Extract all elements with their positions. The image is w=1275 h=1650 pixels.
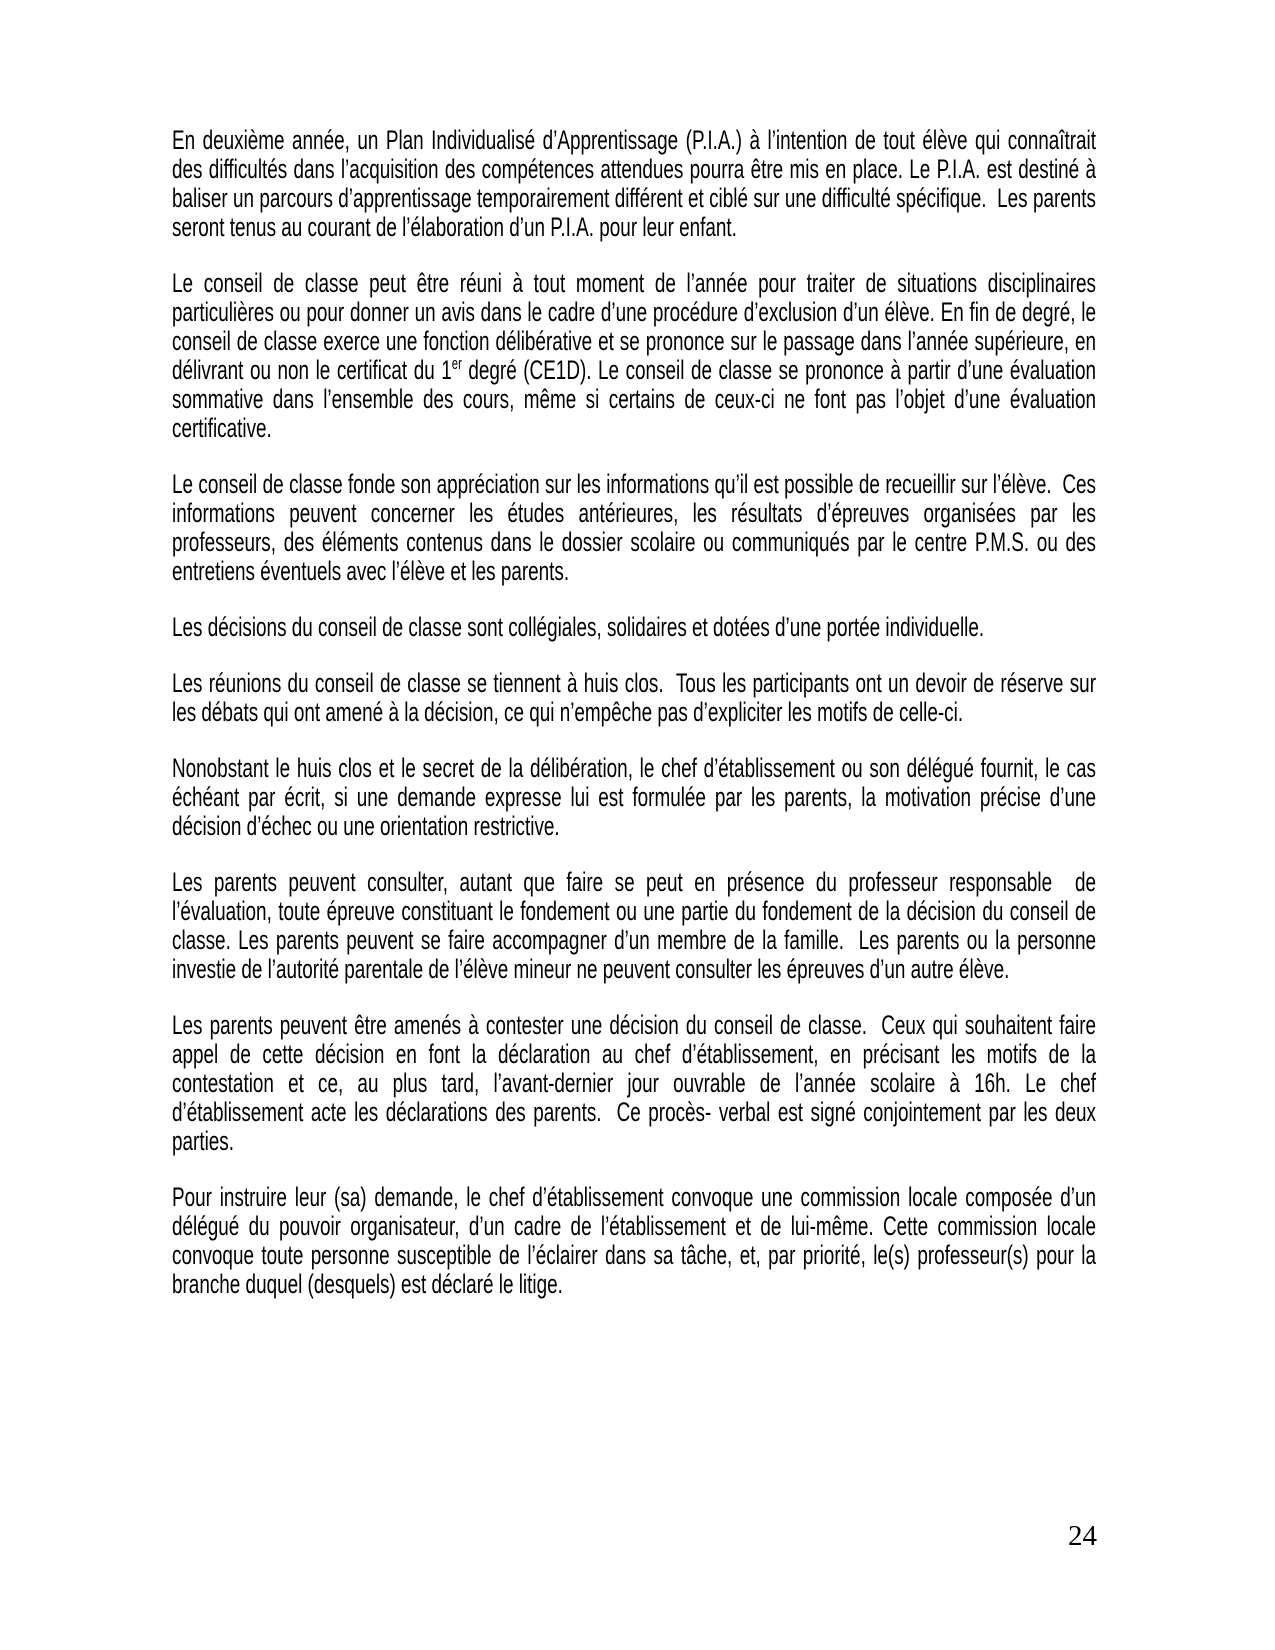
paragraph-conseil-classe-reunion xyxy=(172,269,1096,443)
document-body xyxy=(172,126,1096,1299)
paragraph-decisions-collegiales: Les décisions du conseil de classe sont collégiales, solidaires et dotées d’une portée individuelle. xyxy=(172,612,985,642)
page-number: 24 xyxy=(1068,1520,1097,1552)
paragraph-appreciation: Le conseil de classe fonde son appréciation sur les informations qu’il est possible de recueillir sur l’élève. Ces informations peuvent concerner les études antérieures, les résultats d’épreuves organisées par les professeurs, des éléments contenus dans le dossier scolaire ou communiqués par le centre P.M.S. ou des entretiens éventuels avec l’élève et les parents. xyxy=(172,469,1096,586)
paragraph-contestation: Les parents peuvent être amenés à contester une décision du conseil de classe. Ceux qui souhaitent faire appel de cette décision en font la déclaration au chef d’établissement, en précisant les motifs de la contestation et ce, au plus tard, l’avant-dernier jour ouvrable de l’année scolaire à 16h. Le chef d’établissement acte les déclarations des parents. Ce procès- verbal est signé conjointement par les deux parties. xyxy=(172,1010,1096,1156)
ordinal-superscript: er xyxy=(451,355,462,373)
paragraph-motivation-echec: Nonobstant le huis clos et le secret de la délibération, le chef d’établissement ou son délégué fournit, le cas échéant par écrit, si une demande expresse lui est formulée par les parents, la motivation précise d’une décision d’échec ou une orientation restrictive. xyxy=(172,753,1096,841)
paragraph-segment: Le conseil de classe peut être réuni à tout moment de l’année pour traiter de situations disciplinaires particulières ou pour donner un avis dans le cadre d’une procédure d’exclusion d’un élève. En fin de degré, le conseil de classe exerce une fonction délibérative et se prononce sur le passage dans l’année supérieure, en délivrant ou non le certificat du 1 xyxy=(172,268,1096,385)
paragraph-huis-clos: Les réunions du conseil de classe se tiennent à huis clos. Tous les participants ont un devoir de réserve sur les débats qui ont amené à la décision, ce qui n’empêche pas d’expliciter les motifs de celle-ci. xyxy=(172,668,1096,727)
paragraph-segment: degré (CE1D). Le conseil de classe se prononce à partir d’une évaluation sommative dans l’ensemble des cours, même si certains de ceux-ci ne font pas l’objet d’une évaluation certificative. xyxy=(172,355,1097,443)
paragraph-commission-locale: Pour instruire leur (sa) demande, le chef d’établissement convoque une commission locale composée d’un délégué du pouvoir organisateur, d’un cadre de l’établissement et de lui-même. Cette commission locale convoque toute personne susceptible de l’éclairer dans sa tâche, et, par priorité, le(s) professeur(s) pour la branche duquel (desquels) est déclaré le litige. xyxy=(172,1182,1096,1299)
paragraph-pia: En deuxième année, un Plan Individualisé d’Apprentissage (P.I.A.) à l’intention de tout élève qui connaîtrait des difficultés dans l’acquisition des compétences attendues pourra être mis en place. Le P.I.A. est destiné à baliser un parcours d’apprentissage temporairement différent et ciblé sur une difficulté spécifique. Les parents seront tenus au courant de l’élaboration d’un P.I.A. pour leur enfant. xyxy=(172,125,1096,242)
paragraph-consultation-epreuves: Les parents peuvent consulter, autant que faire se peut en présence du professeur responsable de l’évaluation, toute épreuve constituant le fondement ou une partie du fondement de la décision du conseil de classe. Les parents peuvent se faire accompagner d’un membre de la famille. Les parents ou la personne investie de l’autorité parentale de l’élève mineur ne peuvent consulter les épreuves d’un autre élève. xyxy=(172,867,1096,984)
